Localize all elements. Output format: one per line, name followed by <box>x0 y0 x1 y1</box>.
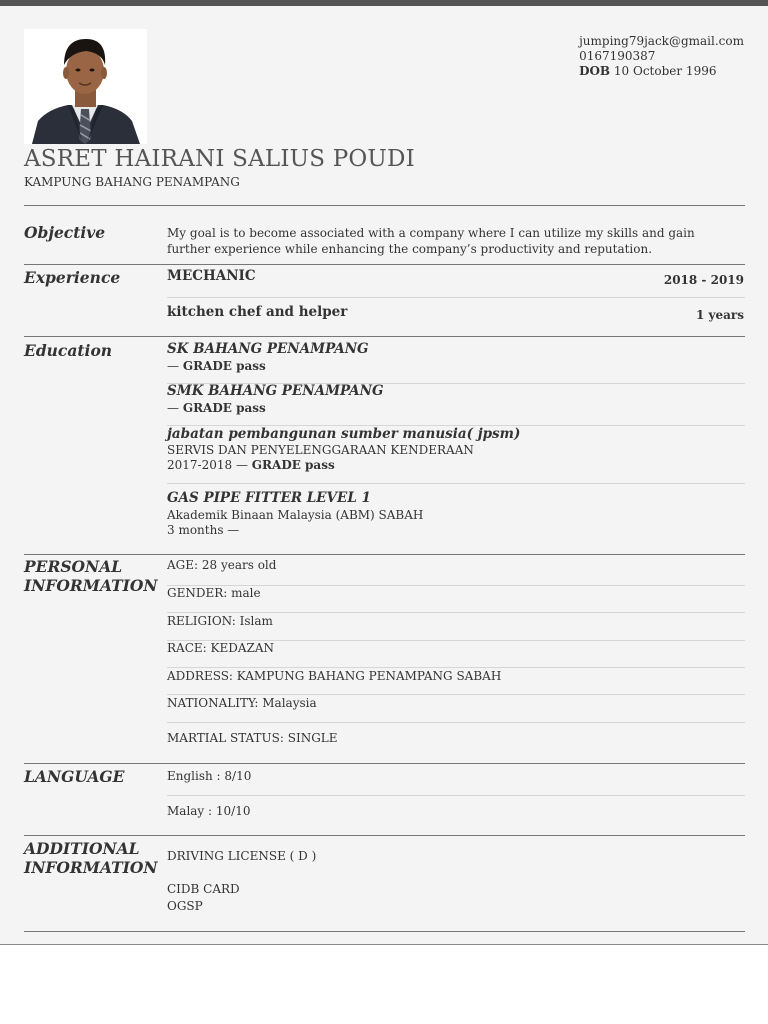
additional-heading: ADDITIONAL INFORMATION <box>24 839 158 877</box>
divider <box>24 763 745 764</box>
divider <box>24 931 745 932</box>
divider <box>24 205 745 206</box>
divider <box>24 554 745 555</box>
dob-value: 10 October 1996 <box>613 64 717 78</box>
candidate-address: KAMPUNG BAHANG PENAMPANG <box>24 175 240 189</box>
divider <box>167 483 745 484</box>
contact-block <box>579 34 744 79</box>
job-title: MECHANIC <box>167 268 256 284</box>
personal-item: RACE: KEDAZAN <box>167 641 275 655</box>
divider <box>167 795 745 796</box>
language-item: English : 8/10 <box>167 769 252 783</box>
school-detail: SERVIS DAN PENYELENGGARAAN KENDERAAN <box>167 443 474 457</box>
divider <box>167 722 745 723</box>
personal-item: GENDER: male <box>167 586 261 600</box>
divider <box>24 336 745 337</box>
school-grade-line: 2017-2018 — GRADE pass <box>167 458 335 472</box>
job-date: 1 years <box>696 308 744 322</box>
personal-item: MARTIAL STATUS: SINGLE <box>167 731 338 745</box>
additional-item: CIDB CARD <box>167 882 240 896</box>
personal-item: NATIONALITY: Malaysia <box>167 696 317 710</box>
school-detail: Akademik Binaan Malaysia (ABM) SABAH <box>167 508 424 522</box>
school-name: SMK BAHANG PENAMPANG <box>167 383 384 399</box>
divider <box>24 835 745 836</box>
additional-item: DRIVING LICENSE ( D ) <box>167 849 317 863</box>
experience-heading: Experience <box>24 268 121 287</box>
school-grade-line: — GRADE pass <box>167 401 266 415</box>
school-name: GAS PIPE FITTER LEVEL 1 <box>167 490 371 506</box>
job-title: kitchen chef and helper <box>167 304 348 320</box>
school-name: jabatan pembangunan sumber manusia( jpsm) <box>167 426 521 442</box>
phone[interactable]: 0167190387 <box>579 49 656 63</box>
school-grade-line: — GRADE pass <box>167 359 266 373</box>
personal-item: RELIGION: Islam <box>167 614 273 628</box>
divider <box>24 264 745 265</box>
candidate-name: ASRET HAIRANI SALIUS POUDI <box>24 146 415 172</box>
profile-photo <box>24 29 147 144</box>
divider <box>167 667 745 668</box>
email[interactable]: jumping79jack@gmail.com <box>579 34 744 48</box>
divider <box>167 612 745 613</box>
job-date: 2018 - 2019 <box>663 273 744 287</box>
language-heading: LANGUAGE <box>24 767 125 786</box>
objective-heading: Objective <box>24 223 106 242</box>
additional-item: OGSP <box>167 899 203 913</box>
divider <box>167 694 745 695</box>
school-years: 3 months — <box>167 523 240 537</box>
dob-label: DOB <box>579 64 611 78</box>
objective-line: My goal is to become associated with a company where I can utilize my skills and gain <box>167 226 695 240</box>
language-item: Malay : 10/10 <box>167 804 251 818</box>
school-name: SK BAHANG PENAMPANG <box>167 341 369 357</box>
objective-line: further experience while enhancing the company’s productivity and reputation. <box>167 242 653 256</box>
dob <box>579 64 744 79</box>
divider <box>167 297 745 298</box>
personal-heading: PERSONAL INFORMATION <box>24 557 158 595</box>
personal-item: ADDRESS: KAMPUNG BAHANG PENAMPANG SABAH <box>167 669 502 683</box>
personal-item: AGE: 28 years old <box>167 558 277 572</box>
education-heading: Education <box>24 341 113 360</box>
